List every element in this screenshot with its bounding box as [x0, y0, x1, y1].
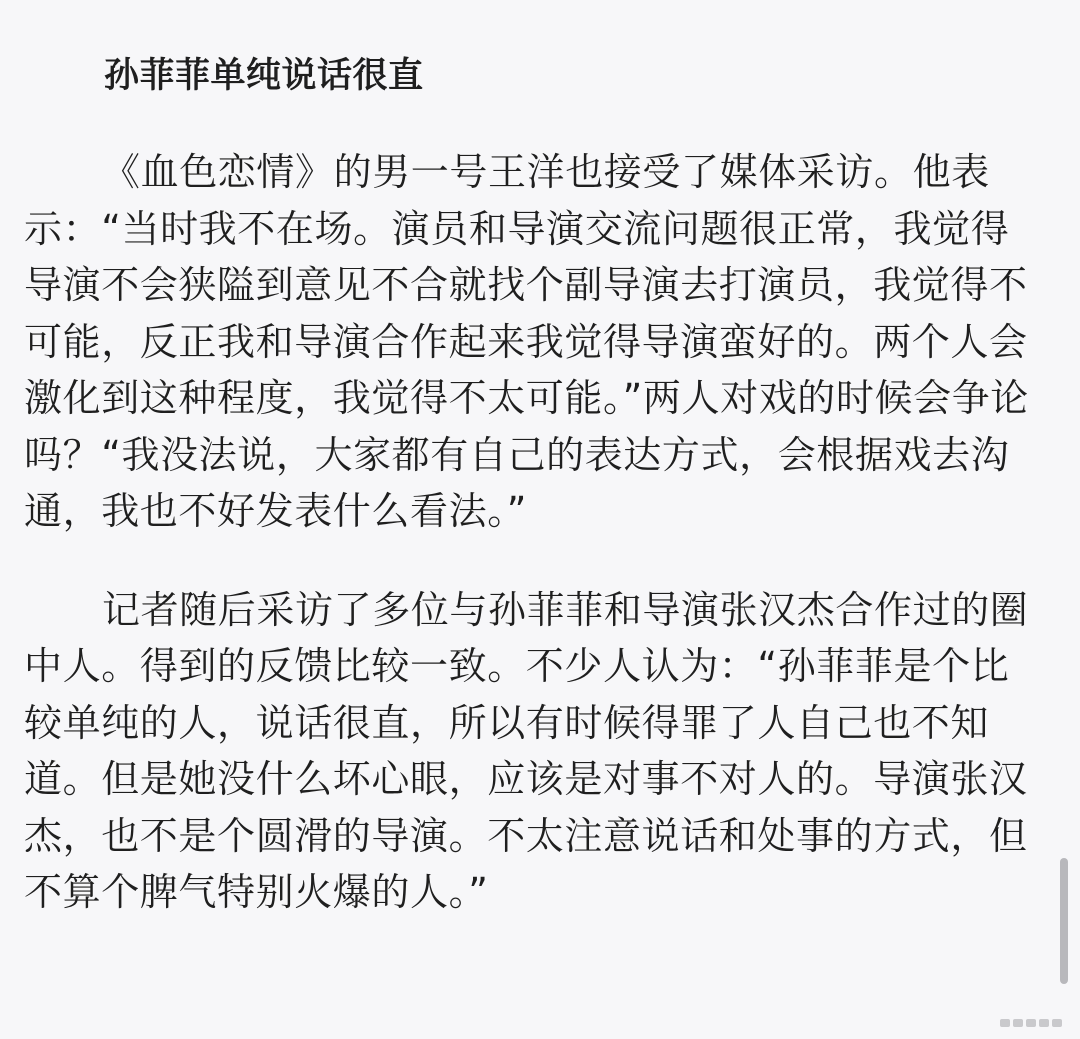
paragraph-industry-feedback: 记者随后采访了多位与孙菲菲和导演张汉杰合作过的圈中人。得到的反馈比较一致。不少人认为：“孙菲菲是个比较单纯的人，说话很直，所以有时候得罪了人自己也不知道。但是她没什么坏心眼，应该是对事不对人的。导演张汉杰，也不是个圆滑的导演。不太注意说话和处事的方式，但不算个脾气特别火爆的人。” — [24, 587, 1029, 914]
vertical-scrollbar-thumb[interactable] — [1060, 858, 1068, 984]
paragraph-wang-yang-interview: 《血色恋情》的男一号王洋也接受了媒体采访。他表示：“当时我不在场。演员和导演交流问题很正常，我觉得导演不会狭隘到意见不合就找个副导演去打演员，我觉得不可能，反正我和导演合作起来我觉得导演蛮好的。两个人会激化到这种程度，我觉得不太可能。”两人对戏的时候会争论吗？“我没法说，大家都有自己的表达方式，会根据戏去沟通，我也不好发表什么看法。” — [24, 150, 1029, 533]
article-title: 孙菲菲单纯说话很直 — [104, 56, 424, 96]
watermark-icon — [1000, 1016, 1064, 1030]
article-body — [24, 52, 1044, 963]
